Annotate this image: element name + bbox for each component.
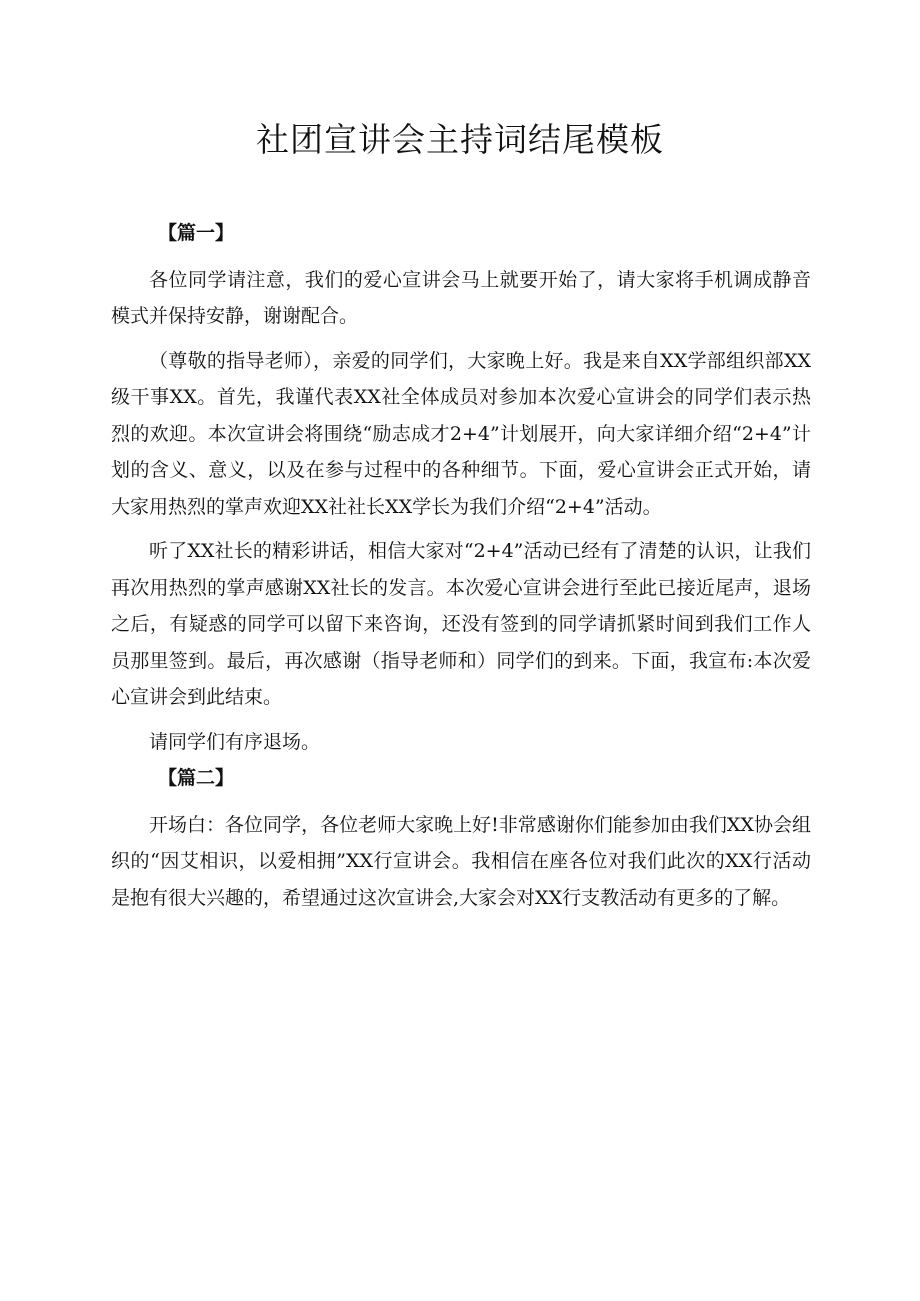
paragraph: 开场白：各位同学，各位老师大家晚上好!非常感谢你们能参加由我们XX协会组织的“因艾相识，以爱相拥”XX行宣讲会。我相信在座各位对我们此次的XX行活动是抱有很大兴趣的，希望通过这次宣讲会,大家会对XX行支教活动有更多的了解。 (111, 813, 811, 909)
paragraph: （尊敬的指导老师），亲爱的同学们，大家晚上好。我是来自XX学部组织部XX级干事XX。首先，我谨代表XX社全体成员对参加本次爱心宣讲会的同学们表示热烈的欢迎。本次宣讲会将围绕“励志成才2+4”计划展开，向大家详细介绍“2+4”计划的含义、意义，以及在参与过程中的各种细节。下面，爱心宣讲会正式开始，请大家用热烈的掌声欢迎XX社社长XX学长为我们介绍“2+4”活动。 (111, 349, 811, 518)
document-title: 社团宣讲会主持词结尾模板 (256, 120, 664, 159)
section-heading: 【篇一】 (158, 222, 235, 244)
paragraph: 各位同学请注意，我们的爱心宣讲会马上就要开始了，请大家将手机调成静音模式并保持安静，谢谢配合。 (111, 268, 811, 327)
paragraph: 听了XX社长的精彩讲话，相信大家对“2+4”活动已经有了清楚的认识，让我们再次用热烈的掌声感谢XX社长的发言。本次爱心宣讲会进行至此已接近尾声，退场之后，有疑惑的同学可以留下来咨询，还没有签到的同学请抓紧时间到我们工作人员那里签到。最后，再次感谢（指导老师和）同学们的到来。下面，我宣布:本次爱心宣讲会到此结束。 (111, 540, 811, 708)
paragraph: 请同学们有序退场。 (149, 730, 321, 753)
section-heading: 【篇二】 (158, 767, 235, 789)
document-body (111, 215, 811, 916)
